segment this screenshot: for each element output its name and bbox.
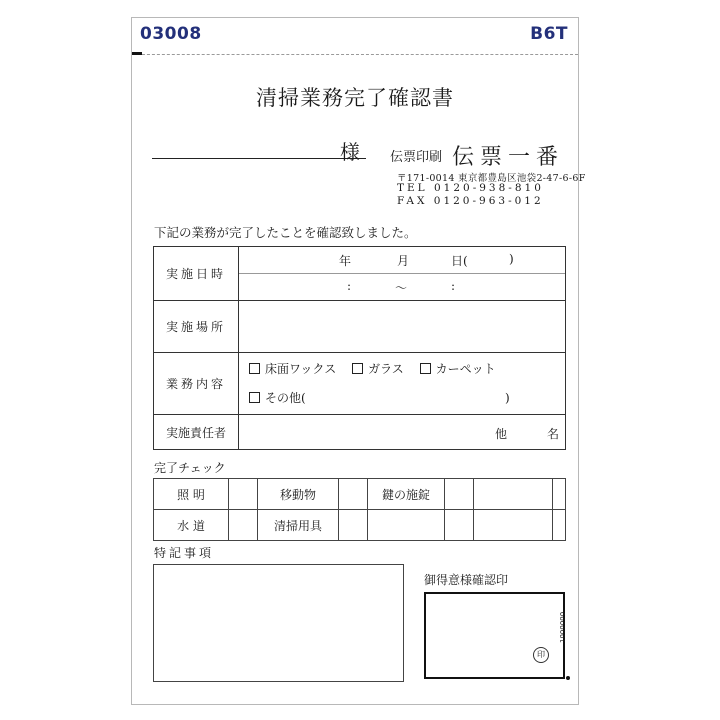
notes-field[interactable] — [153, 564, 404, 682]
size-code: B6T — [530, 24, 568, 44]
check-box-tools[interactable] — [339, 510, 368, 541]
others-label: 他 — [495, 427, 508, 441]
check-locking: 鍵の施錠 — [368, 479, 445, 510]
work-option-floor-wax[interactable]: 床面ワックス — [249, 355, 336, 384]
check-box-extra-1[interactable] — [553, 479, 566, 510]
work-option-other[interactable]: その他( — [249, 384, 306, 413]
checkbox-icon — [352, 363, 363, 374]
place-label: 実施場所 — [154, 301, 239, 353]
form-sheet — [131, 17, 586, 705]
checkbox-icon — [249, 363, 260, 374]
check-box-locking[interactable] — [445, 479, 474, 510]
check-extra-1[interactable] — [474, 479, 553, 510]
completion-check-table — [153, 478, 566, 541]
weekday-close: ) — [509, 252, 514, 266]
document-title: 清掃業務完了確認書 — [256, 86, 454, 110]
checkbox-icon — [249, 392, 260, 403]
end-time-colon: : — [451, 279, 456, 293]
check-box-extra-3[interactable] — [553, 510, 566, 541]
issuer-name: 伝票一番 — [452, 145, 565, 170]
issuer-address: 〒171-0014 東京都豊島区池袋2-47-6-6F — [397, 173, 586, 184]
count-unit: 名 — [547, 427, 560, 441]
work-option-carpet[interactable]: カーペット — [420, 355, 496, 384]
seal-mark-icon: 印 — [533, 647, 549, 663]
check-movables: 移動物 — [258, 479, 339, 510]
work-details-table — [153, 246, 566, 450]
check-box-lighting[interactable] — [229, 479, 258, 510]
day-unit: 日( — [451, 254, 468, 268]
place-field[interactable] — [239, 301, 566, 353]
form-code: 03008 — [140, 24, 202, 44]
check-lighting: 照 明 — [154, 479, 229, 510]
cut-marker — [132, 52, 142, 55]
check-title: 完了チェック — [154, 461, 226, 475]
check-water: 水 道 — [154, 510, 229, 541]
work-label: 業務内容 — [154, 353, 239, 415]
check-box-movables[interactable] — [339, 479, 368, 510]
month-unit: 月 — [397, 254, 410, 268]
work-field — [239, 353, 566, 415]
year-unit: 年 — [339, 254, 352, 268]
person-label: 実施責任者 — [154, 415, 239, 450]
check-tools: 清掃用具 — [258, 510, 339, 541]
issuer-tel: TEL 0120-938-810 — [397, 182, 544, 194]
customer-seal-box[interactable] — [424, 592, 565, 679]
work-other-close: ) — [505, 390, 510, 405]
checkbox-icon — [420, 363, 431, 374]
serial-number: 1000000 — [559, 611, 567, 643]
recipient-line — [152, 158, 366, 159]
confirmation-notice: 下記の業務が完了したことを確認致しました。 — [154, 225, 417, 240]
time-range-tilde: 〜 — [395, 281, 408, 295]
date-label: 実施日時 — [154, 247, 239, 301]
issuer-fax: FAX 0120-963-012 — [397, 195, 544, 207]
honorific: 様 — [340, 140, 360, 164]
check-extra-3[interactable] — [474, 510, 553, 541]
serial-dot — [566, 676, 570, 680]
notes-title: 特記事項 — [154, 546, 215, 560]
date-field[interactable] — [239, 247, 566, 301]
start-time-colon: : — [347, 279, 352, 293]
person-field[interactable] — [239, 415, 566, 450]
check-extra-2[interactable] — [368, 510, 445, 541]
header-strip — [132, 18, 578, 55]
customer-seal-title: 御得意様確認印 — [424, 573, 509, 587]
check-box-extra-2[interactable] — [445, 510, 474, 541]
check-box-water[interactable] — [229, 510, 258, 541]
issuer-label: 伝票印刷 — [390, 150, 443, 165]
work-option-glass[interactable]: ガラス — [352, 355, 404, 384]
